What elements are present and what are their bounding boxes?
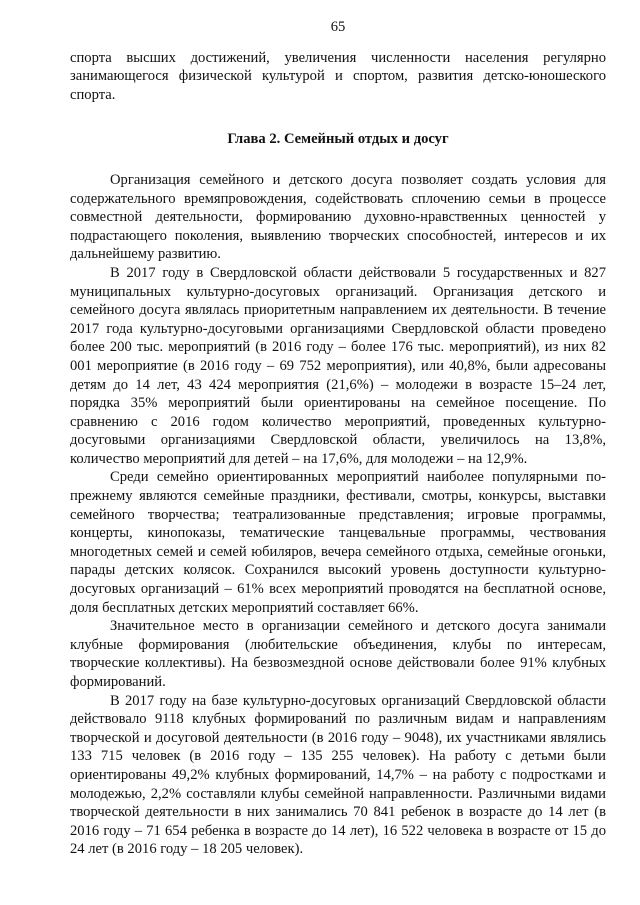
paragraph-2017-statistics: В 2017 году в Свердловской области действовали 5 государственных и 827 муниципальных культурно-досуговых организаций. Организация детского и семейного досуга являлась приоритетным направлением их деятельности. В течение 2017 года культурно-досуговыми организациями Свердловской области проведено более 200 тыс. мероприятий (в 2016 году – более 176 тыс. мероприятий), из них 82 001 мероприятие (в 2016 году – 69 752 мероприятия), или 40,8%, были адресованы детям до 14 лет, 43 424 мероприятия (21,6%) – молодежи в возрасте 15–24 лет, порядка 35% мероприятий были ориентированы на семейное посещение. По сравнению с 2016 годом количество мероприятий, проведенных культурно-досуговыми организациями Свердловской области, увеличилось на 13,8%, количество мероприятий для детей – на 17,6%, для молодежи – на 12,9%. — [70, 264, 606, 467]
document-page — [70, 18, 606, 859]
paragraph-club-formations: Значительное место в организации семейного и детского досуга занимали клубные формирования (любительские объединения, клубы по интересам, творческие коллективы). На безвозмездной основе действовали более 91% клубных формирований. — [70, 618, 606, 690]
page-number: 65 — [330, 19, 346, 35]
intro-paragraph: спорта высших достижений, увеличения численности населения регулярно занимающегося физической культурой и спортом, развития детско-юношеского спорта. — [70, 49, 606, 103]
paragraph-club-statistics: В 2017 году на базе культурно-досуговых организаций Свердловской области действовало 9118 клубных формирований по различным видам и направлениям творческой и досуговой деятельности (в 2016 году – 9048), их участниками являлись 133 715 человек (в 2016 году – 135 255 человек). На работу с детьми были ориентированы 49,2% клубных формирований, 14,7% – на работу с подростками и молодежью, 2,2% составляли клубы семейной направленности. Различными видами творческой деятельности в них занимались 70 841 ребенок в возрасте до 14 лет (в 2016 году – 71 654 ребенка в возрасте до 14 лет), 16 522 человека в возрасте от 15 до 24 лет (в 2016 году – 18 205 человек). — [70, 692, 606, 858]
paragraph-popular-events: Среди семейно ориентированных мероприятий наиболее популярными по-прежнему являются семейные праздники, фестивали, смотры, конкурсы, выставки семейного творчества; театрализованные представления; игровые программы, концерты, кинопоказы, тематические танцевальные программы, чествования многодетных семей и семей юбиляров, вечера семейного отдыха, семейные огоньки, парады детских колясок. Сохранился высокий уровень доступности культурно-досуговых организаций – 61% всех мероприятий проводятся на бесплатной основе, доля бесплатных детских мероприятий составляет 66%. — [70, 469, 606, 616]
chapter-title: Глава 2. Семейный отдых и досуг — [227, 131, 449, 148]
paragraph-organization: Организация семейного и детского досуга позволяет создать условия для содержательного времяпровождения, содействовать сплочению семьи в процессе совместной деятельности, формированию духовно-нравственных ценностей у подрастающего поколения, выявлению творческих способностей, интересов и их дальнейшему развитию. — [70, 171, 606, 263]
